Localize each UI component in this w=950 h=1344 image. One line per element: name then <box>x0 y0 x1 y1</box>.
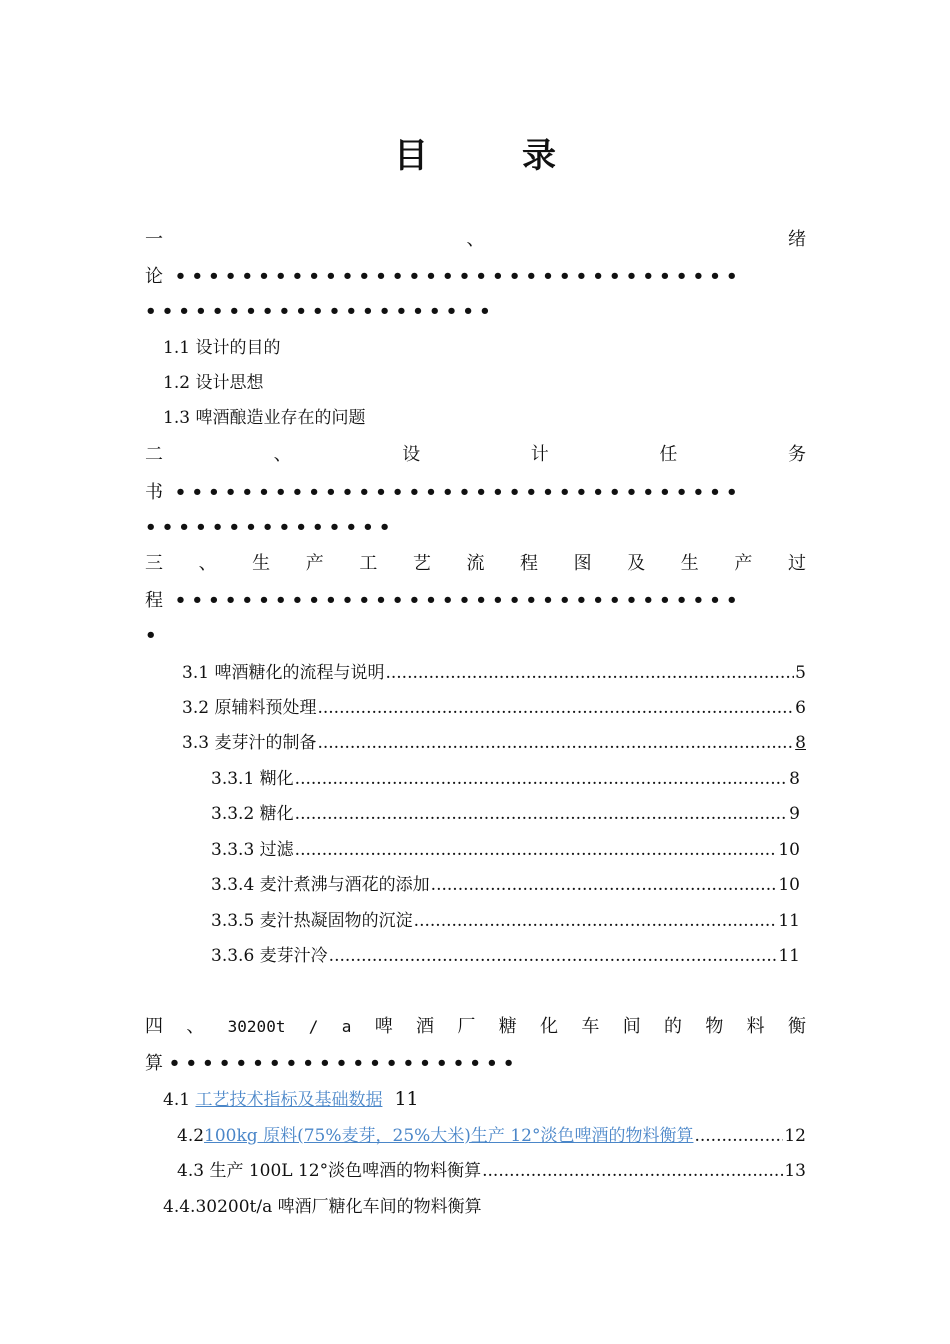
chapter2-heading-char: 设 <box>402 444 421 465</box>
chapter3-lead-char: 程 <box>145 590 163 611</box>
chapter1-heading <box>145 228 806 252</box>
chapter3-leader-row2 <box>145 624 185 648</box>
chapter3-bullets-2: • <box>145 625 162 646</box>
toc-item-page: 6 <box>795 698 806 718</box>
chapter2-bullets-1: •••••••••••••••••••••••••••••••••• <box>174 482 743 503</box>
chapter4-heading-char: 化 <box>540 1016 559 1037</box>
chapter1-heading-char: 一 <box>145 229 163 250</box>
chapter4-heading-char: 酒 <box>416 1016 435 1037</box>
chapter4-heading-char: 的 <box>664 1016 683 1037</box>
toc-item-3-3-2[interactable] <box>211 802 800 826</box>
chapter2-heading-char: 计 <box>530 444 549 465</box>
chapter4-heading-char: 四 <box>145 1016 163 1037</box>
toc-item-4-2[interactable] <box>177 1124 806 1148</box>
chapter1-leader-row2 <box>145 300 565 324</box>
chapter3-heading-char: 生 <box>680 553 699 574</box>
toc-item-link[interactable]: 100kg 原料(75%麦芽，25%大米)生产 12°淡色啤酒的物料衡算 <box>204 1126 694 1146</box>
toc-item-3-3-6[interactable] <box>211 944 800 968</box>
chapter2-leader-row2 <box>145 516 445 540</box>
toc-item-4-3[interactable] <box>177 1159 806 1183</box>
chapter4-lead-char: 算 <box>145 1053 163 1074</box>
chapter2-lead-char: 书 <box>145 482 163 503</box>
toc-item-page: 9 <box>789 804 800 824</box>
toc-item-3-3-4[interactable] <box>211 873 800 897</box>
dot-leader <box>317 731 794 755</box>
chapter1-heading-char: 、 <box>466 229 485 250</box>
toc-item-label: 3.3.5 麦汁热凝固物的沉淀 <box>211 911 413 931</box>
chapter3-heading-char: 及 <box>627 553 646 574</box>
toc-item-link[interactable]: 工艺技术指标及基础数据 <box>195 1090 383 1110</box>
page-title: 目 录 <box>394 136 586 176</box>
chapter2-heading-char: 务 <box>787 444 806 465</box>
chapter2-heading-char: 二 <box>145 444 163 465</box>
toc-item-page: 8 <box>795 733 806 753</box>
chapter3-heading-char: 程 <box>520 553 539 574</box>
toc-item-page: 10 <box>778 875 800 895</box>
chapter4-heading <box>145 1015 806 1039</box>
chapter2-heading-char: 任 <box>659 444 678 465</box>
toc-item-page: 13 <box>784 1161 806 1181</box>
toc-item-page: 11 <box>778 911 800 931</box>
chapter4-heading-char: 车 <box>581 1016 600 1037</box>
chapter4-heading-char: 物 <box>705 1016 724 1037</box>
chapter4-heading-char: 料 <box>746 1016 765 1037</box>
chapter2-bullets-2: ••••••••••••••• <box>145 517 396 538</box>
chapter3-heading-char: 产 <box>305 553 324 574</box>
toc-item-page: 11 <box>394 1088 419 1110</box>
dot-leader <box>482 1159 783 1183</box>
toc-item-1-1[interactable]: 1.1 设计的目的 <box>163 338 281 358</box>
toc-item-label: 3.3.2 糖化 <box>211 804 294 824</box>
toc-item-3-2[interactable] <box>182 696 806 720</box>
dot-leader <box>385 661 794 685</box>
chapter3-bullets-1: •••••••••••••••••••••••••••••••••• <box>174 590 743 611</box>
toc-item-number: 4.2 <box>177 1126 205 1146</box>
toc-item-3-3-3[interactable] <box>211 838 800 862</box>
chapter3-heading-char: 艺 <box>412 553 431 574</box>
toc-item-label: 3.3.6 麦芽汁冷 <box>211 946 328 966</box>
chapter4-heading-char: 30200t <box>227 1017 286 1036</box>
toc-item-label: 3.3.3 过滤 <box>211 840 294 860</box>
chapter3-heading-char: 、 <box>198 553 217 574</box>
chapter1-leader-row1 <box>145 265 810 289</box>
chapter4-heading-char: 衡 <box>788 1016 806 1037</box>
chapter1-bullets-2: ••••••••••••••••••••• <box>145 301 496 322</box>
chapter3-leader-row1 <box>145 589 810 613</box>
toc-item-3-3-5[interactable] <box>211 909 800 933</box>
toc-item-page: 12 <box>784 1126 806 1146</box>
toc-item-3-3[interactable] <box>182 731 806 755</box>
chapter2-heading-char: 、 <box>273 444 292 465</box>
toc-item-number: 4.1 <box>163 1090 196 1110</box>
toc-item-label: 3.3.1 糊化 <box>211 769 294 789</box>
chapter1-heading-char: 绪 <box>788 229 806 250</box>
chapter4-leader-row1 <box>145 1052 605 1076</box>
toc-item-page: 10 <box>778 840 800 860</box>
chapter4-heading-char: / <box>308 1017 319 1036</box>
toc-item-label: 3.2 原辅料预处理 <box>182 698 317 718</box>
toc-item-label: 4.3 生产 100L 12°淡色啤酒的物料衡算 <box>177 1161 482 1181</box>
dot-leader <box>295 802 789 826</box>
toc-item-label: 3.3.4 麦汁煮沸与酒花的添加 <box>211 875 430 895</box>
toc-item-1-3[interactable]: 1.3 啤酒酿造业存在的问题 <box>163 408 366 428</box>
chapter3-heading <box>145 552 806 576</box>
toc-item-3-1[interactable] <box>182 661 806 685</box>
chapter4-heading-char: 糖 <box>498 1016 517 1037</box>
dot-leader <box>329 944 778 968</box>
toc-item-label: 3.1 啤酒糖化的流程与说明 <box>182 663 385 683</box>
dot-leader <box>414 909 778 933</box>
toc-item-1-2[interactable]: 1.2 设计思想 <box>163 373 264 393</box>
chapter3-heading-char: 流 <box>466 553 485 574</box>
dot-leader <box>295 838 778 862</box>
chapter3-heading-char: 图 <box>573 553 592 574</box>
chapter2-heading <box>145 443 806 467</box>
chapter1-bullets-1: •••••••••••••••••••••••••••••••••• <box>174 266 743 287</box>
chapter3-heading-char: 工 <box>359 553 378 574</box>
toc-item-4-1[interactable] <box>163 1087 419 1112</box>
chapter4-heading-char: 间 <box>622 1016 641 1037</box>
chapter2-leader-row1 <box>145 481 810 505</box>
toc-item-3-3-1[interactable] <box>211 767 800 791</box>
chapter3-heading-char: 三 <box>145 553 163 574</box>
chapter4-bullets-1: ••••••••••••••••••••• <box>168 1053 520 1074</box>
chapter4-heading-char: a <box>341 1017 352 1036</box>
dot-leader <box>431 873 778 897</box>
chapter3-heading-char: 产 <box>734 553 753 574</box>
chapter4-heading-char: 厂 <box>457 1016 476 1037</box>
toc-item-page: 5 <box>795 663 806 683</box>
toc-item-page: 11 <box>778 946 800 966</box>
dot-leader <box>295 767 789 791</box>
chapter1-lead-char: 论 <box>145 266 163 287</box>
dot-leader <box>317 696 794 720</box>
dot-leader <box>694 1124 783 1148</box>
chapter4-heading-char: 啤 <box>374 1016 393 1037</box>
chapter4-heading-char: 、 <box>186 1016 205 1037</box>
chapter3-heading-char: 生 <box>252 553 271 574</box>
toc-item-page: 8 <box>789 769 800 789</box>
chapter3-heading-char: 过 <box>787 553 806 574</box>
toc-item-label: 3.3 麦芽汁的制备 <box>182 733 317 753</box>
toc-item-4-4[interactable]: 4.4.30200t/a 啤酒厂糖化车间的物料衡算 <box>163 1197 482 1217</box>
